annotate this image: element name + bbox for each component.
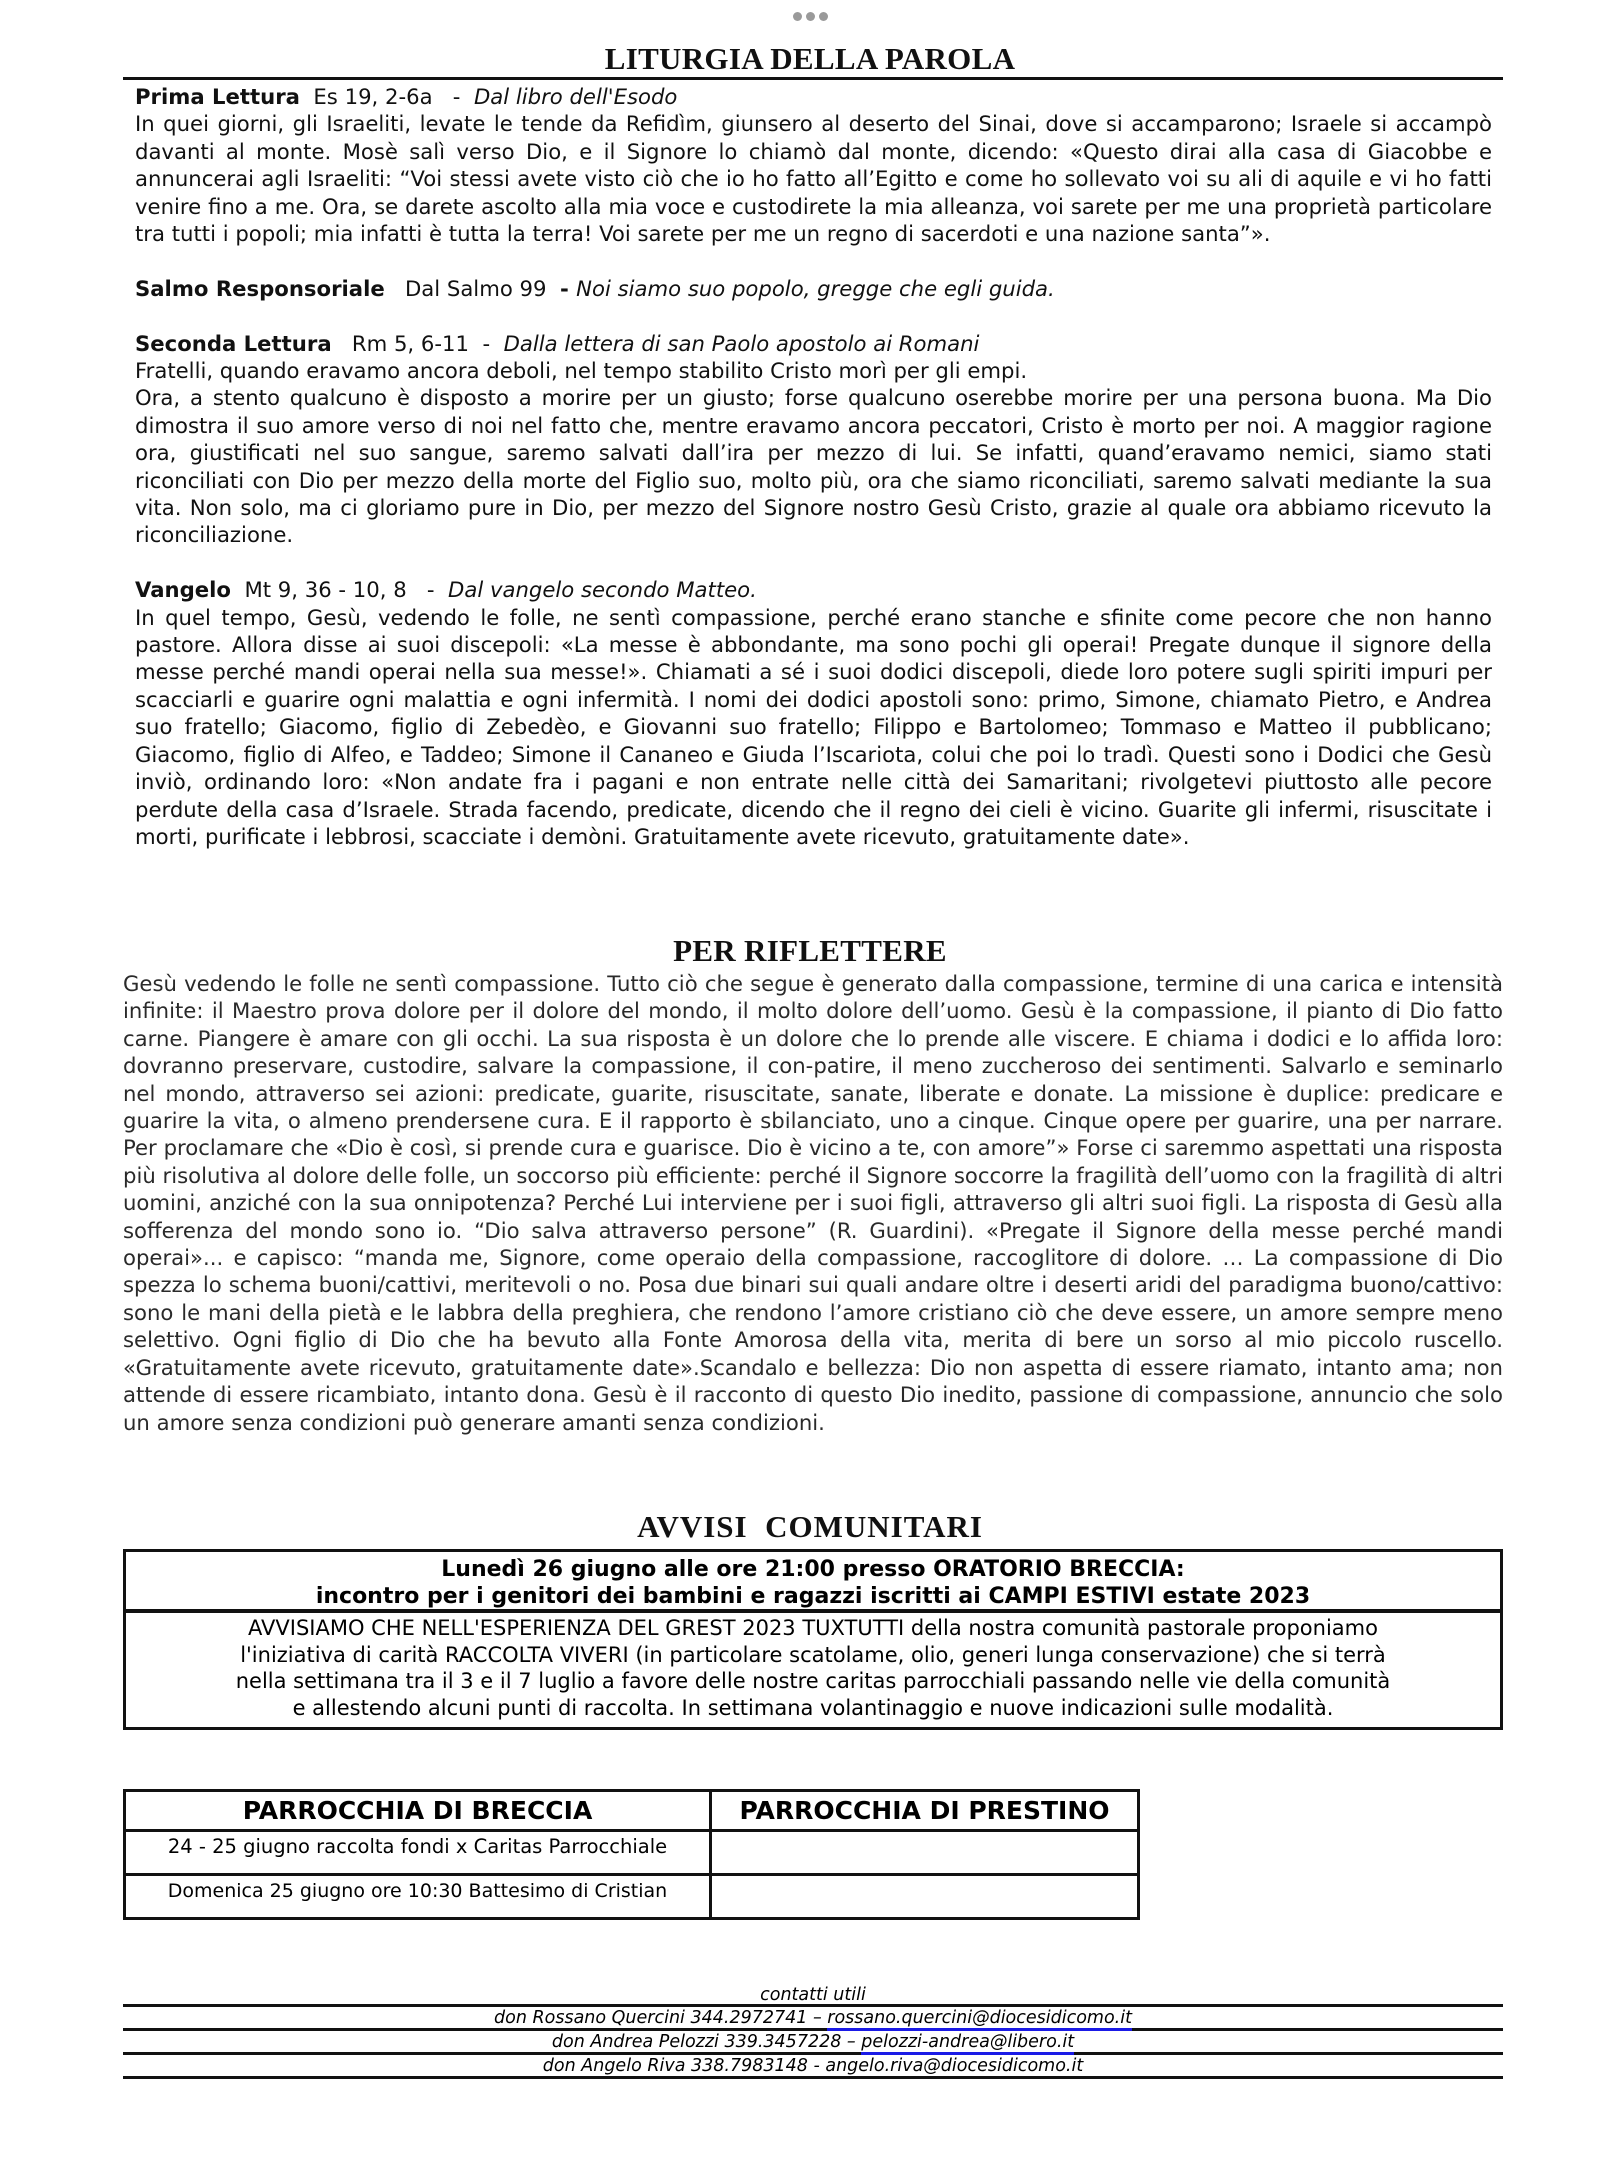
contact-email-link[interactable]: rossano.quercini@diocesidicomo.it xyxy=(827,2008,1132,2031)
page-indicator-dots[interactable] xyxy=(0,12,1620,27)
table-cell-breccia: Domenica 25 giugno ore 10:30 Battesimo di Cristian xyxy=(125,1875,711,1919)
salmo-header xyxy=(135,275,1492,302)
contact-email-link[interactable]: pelozzi-andrea@libero.it xyxy=(861,2032,1074,2055)
title-divider xyxy=(123,77,1503,80)
column-header-breccia: PARROCCHIA DI BRECCIA xyxy=(125,1791,711,1831)
avvisi-box xyxy=(123,1549,1503,1730)
prima-lettura-ref: Es 19, 2-6a - xyxy=(299,84,474,109)
parish-table-header xyxy=(125,1791,1139,1831)
seconda-lettura-label: Seconda Lettura xyxy=(135,330,332,356)
riflettere-title: PER RIFLETTERE xyxy=(673,933,947,968)
salmo-dash: - xyxy=(559,275,577,301)
seconda-lettura-source: Dalla lettera di san Paolo apostolo ai Romani xyxy=(503,330,980,356)
prima-lettura-label: Prima Lettura xyxy=(135,84,300,109)
dot-icon xyxy=(819,12,828,21)
contacts-section xyxy=(123,1987,1503,2079)
seconda-lettura-ref: Rm 5, 6-11 - xyxy=(331,330,504,356)
seconda-lettura-text-2: Ora, a stento qualcuno è disposto a morire per un giusto; forse qualcuno oserebbe morire per una persona buona. Ma Dio dimostra il suo amore verso di noi nel fatto che, mentre eravamo ancora peccatori, Cristo è morto per noi. A maggior ragione ora, giustificati nel suo sangue, saremo salvati dall’ira per mezzo di lui. Se infatti, quand’eravamo nemici, siamo stati riconciliati con Dio per mezzo della morte del Figlio suo, molto più, ora che siamo riconciliati, saremo salvati mediante la sua vita. Non solo, ma ci gloriamo pure in Dio, per mezzo del Signore nostro Gesù Cristo, grazie al quale ora abbiamo ricevuto la riconciliazione. xyxy=(135,385,1492,548)
liturgia-title: LITURGIA DELLA PAROLA xyxy=(604,41,1016,76)
salmo-label: Salmo Responsoriale xyxy=(135,275,385,301)
dot-icon xyxy=(806,12,815,21)
column-header-prestino: PARROCCHIA DI PRESTINO xyxy=(711,1791,1139,1831)
vangelo-label: Vangelo xyxy=(135,577,231,603)
riflettere-text: Gesù vedendo le folle ne sentì compassione. Tutto ciò che segue è generato dalla compassione, termine di una carica e intensità infinite: il Maestro prova dolore per il dolore del mondo, il molto dolore dell’uomo. Gesù è la compassione, il pianto di Dio fatto carne. Piangere è amare con gli occhi. La sua risposta è un dolore che lo prende alle viscere. E chiama i dodici e lo affida loro: dovranno preservare, custodire, salvare la compassione, il con-patire, il meno zuccheroso dei sentimenti. Salvarlo e seminarlo nel mondo, attraverso sei azioni: predicate, guarite, risuscitate, sanate, liberate e donate. La missione è duplice: predicare e guarire la vita, o almeno prendersene cura. E il rapporto è sbilanciato, uno a cinque. Cinque opere per guarire, una per narrare. Per proclamare che «Dio è così, si prende cura e guarisce. Dio è vicino a te, con amore”» Forse ci saremmo aspettati una risposta più risolutiva al dolore delle folle, un soccorso più efficiente: perché il Signore soccorre la fragilità dell’uomo con la fragilità di altri uomini, anziché con la sua onnipotenza? Perché Lui interviene per i suoi figli, attraverso gli altri suoi figli. La risposta di Gesù alla sofferenza del mondo sono io. “Dio salva attraverso persone” (R. Guardini). «Pregate il Signore della messe perché mandi operai»... e capisco: “manda me, Signore, come operaio della compassione, raccoglitore di dolore. … La compassione di Dio spezza lo schema buoni/cattivi, meritevoli o no. Posa due binari sui quali andare oltre i deserti aridi del paradigma buono/cattivo: sono le mani della pietà e le labbra della preghiera, che rendono l’amore cristiano ciò che deve essere, un amore sempre meno selettivo. Ogni figlio di Dio che ha bevuto alla Fonte Amorosa della vita, merita di bere un sorso al mio piccolo ruscello. «Gratuitamente avete ricevuto, gratuitamente date».Scandalo e bellezza: Dio non aspetta di essere riamato, intanto ama; non attende di essere ricambiato, intanto dona. Gesù è il racconto di questo Dio inedito, passione di compassione, annuncio che solo un amore senza condizioni può generare amanti senza condizioni. xyxy=(123,971,1503,1435)
avvisi-body-line-2: l'iniziativa di carità RACCOLTA VIVERI (in particolare scatolame, olio, generi lunga conservazione) che si terrà xyxy=(240,1642,1386,1667)
contact-name: don Angelo Riva 338.7983148 - xyxy=(542,2056,826,2076)
avvisi-headline xyxy=(126,1552,1500,1613)
vangelo-text: In quel tempo, Gesù, vedendo le folle, ne sentì compassione, perché erano stanche e sfinite come pecore che non hanno pastore. Allora disse ai suoi discepoli: «La messe è abbondante, ma sono pochi gli operai! Pregate dunque il signore della messe perché mandi operai nella sua messe!». Chiamati a sé i suoi dodici discepoli, diede loro potere sugli spiriti impuri per scacciarli e guarire ogni malattia e ogni infermità. I nomi dei dodici apostoli sono: primo, Simone, chiamato Pietro, e Andrea suo fratello; Giacomo, figlio di Zebedèo, e Giovanni suo fratello; Filippo e Bartolomeo; Tommaso e Matteo il pubblicano; Giacomo, figlio di Alfeo, e Taddeo; Simone il Cananeo e Giuda l’Iscariota, colui che poi lo tradì. Questi sono i Dodici che Gesù inviò, ordinando loro: «Non andate fra i pagani e non entrate nelle città dei Samaritani; rivolgetevi piuttosto alle pecore perdute della casa d’Israele. Strada facendo, predicate, dicendo che il regno dei cieli è vicino. Guarite gli infermi, risuscitate i morti, purificate i lebbrosi, scacciate i demòni. Gratuitamente avete ricevuto, gratuitamente date». xyxy=(135,604,1492,849)
contacts-label: contatti utili xyxy=(760,1985,866,2005)
avvisi-body-line-1: AVVISIAMO CHE NELL'ESPERIENZA DEL GREST 2023 TUXTUTTI della nostra comunità pastorale proponiamo xyxy=(248,1616,1378,1640)
avvisi-body-line-4: e allestendo alcuni punti di raccolta. In settimana volantinaggio e nuove indicazioni sulle modalità. xyxy=(292,1695,1334,1720)
table-row xyxy=(125,1875,1139,1919)
contact-row xyxy=(123,2052,1503,2079)
avvisi-body xyxy=(126,1613,1500,1721)
contact-name: don Rossano Quercini 344.2972741 – xyxy=(494,2008,828,2028)
seconda-lettura-text-1: Fratelli, quando eravamo ancora deboli, nel tempo stabilito Cristo morì per gli empi. xyxy=(135,358,1028,384)
avvisi-headline-line-1: Lunedì 26 giugno alle ore 21:00 presso ORATORIO BRECCIA: xyxy=(441,1557,1185,1582)
salmo-ref: Dal Salmo 99 xyxy=(384,275,560,301)
avvisi-title: AVVISI COMUNITARI xyxy=(637,1509,983,1544)
contact-row xyxy=(123,2004,1503,2028)
prima-lettura-source: Dal libro dell'Esodo xyxy=(473,84,678,109)
avvisi-headline-line-2: incontro per i genitori dei bambini e ragazzi iscritti ai CAMPI ESTIVI estate 2023 xyxy=(315,1584,1311,1609)
prima-lettura-text: In quei giorni, gli Israeliti, levate le tende da Refidìm, giunsero al deserto del Sinai, dove si accamparono; Israele si accampò davanti al monte. Mosè salì verso Dio, e il Signore lo chiamò dal monte, dicendo: «Questo dirai alla casa di Giacobbe e annuncerai agli Israeliti: “Voi stessi avete visto ciò che io ho fatto all’Egitto e come ho sollevato voi su ali di aquile e vi ho fatti venire fino a me. Ora, se darete ascolto alla mia voce e custodirete la mia alleanza, voi sarete per me una proprietà particolare tra tutti i popoli; mia infatti è tutta la terra! Voi sarete per me un regno di sacerdoti e una nazione santa”». xyxy=(135,111,1492,247)
avvisi-body-line-3: nella settimana tra il 3 e il 7 luglio a favore delle nostre caritas parrocchiali passando nelle vie della comunità xyxy=(235,1669,1391,1693)
contact-name: don Andrea Pelozzi 339.3457228 – xyxy=(551,2032,862,2052)
table-cell-breccia: 24 - 25 giugno raccolta fondi x Caritas Parrocchiale xyxy=(125,1831,711,1875)
table-row xyxy=(125,1831,1139,1875)
contact-row xyxy=(123,2028,1503,2052)
contact-email[interactable]: angelo.riva@diocesidicomo.it xyxy=(825,2056,1084,2076)
vangelo-header xyxy=(135,576,1492,603)
prima-lettura-header xyxy=(135,83,1492,110)
salmo-refrain: Noi siamo suo popolo, gregge che egli guida. xyxy=(576,275,1055,301)
table-cell-prestino xyxy=(711,1831,1139,1875)
dot-icon xyxy=(793,12,802,21)
parish-table xyxy=(123,1789,1140,1920)
readings-section xyxy=(135,83,1492,850)
vangelo-source: Dal vangelo secondo Matteo. xyxy=(448,577,757,603)
vangelo-ref: Mt 9, 36 - 10, 8 - xyxy=(230,577,449,603)
table-cell-prestino xyxy=(711,1875,1139,1919)
seconda-lettura-header xyxy=(135,330,1492,357)
